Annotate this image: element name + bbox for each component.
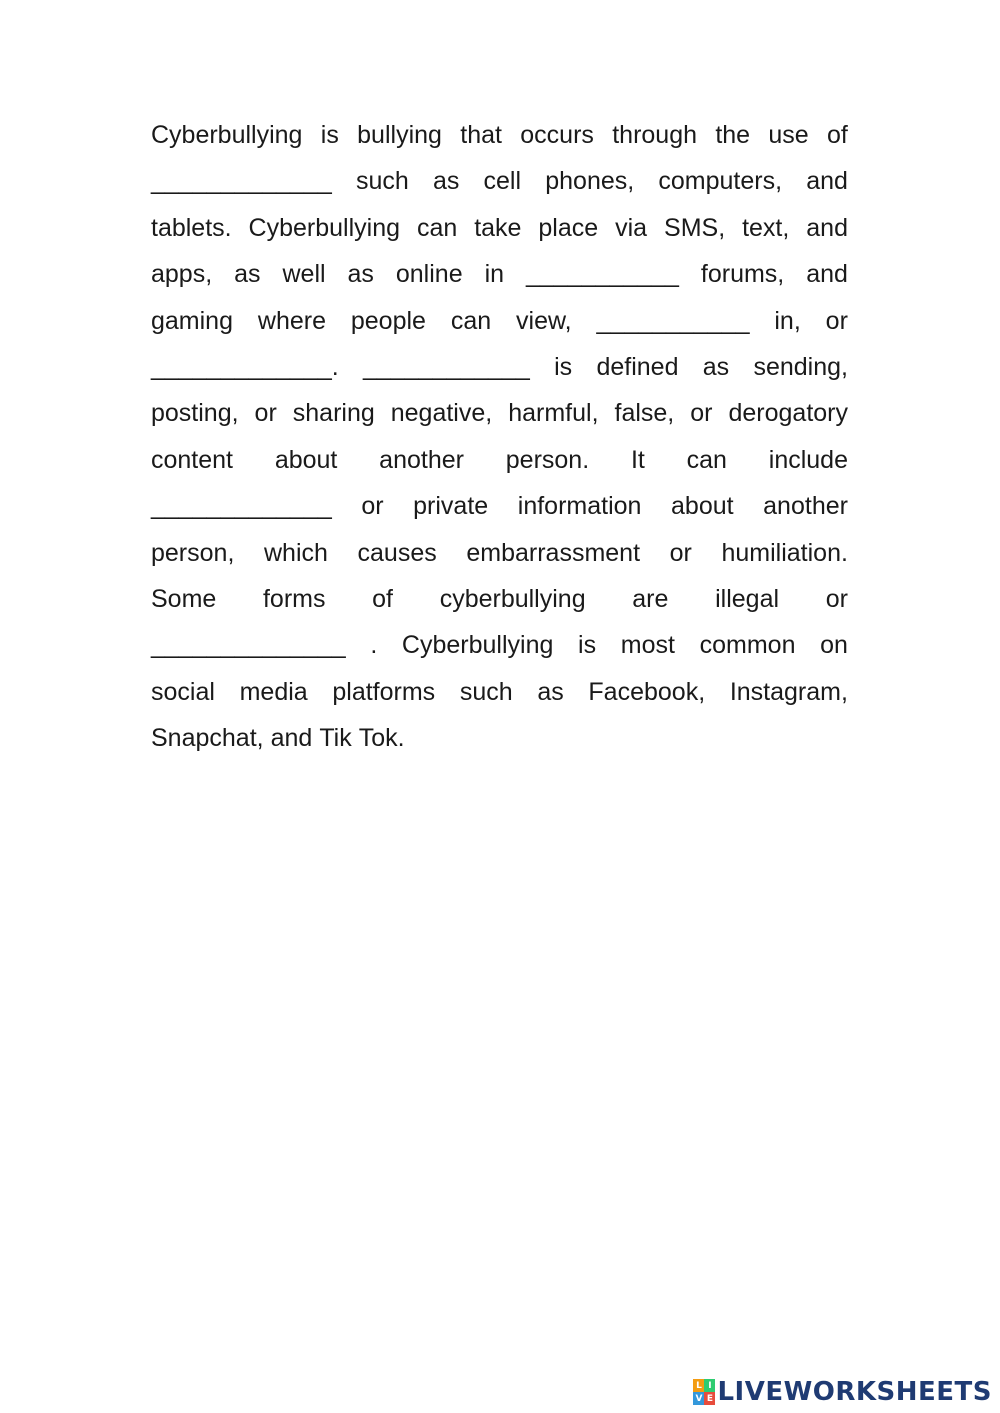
paragraph-word: harmful, (508, 399, 599, 428)
paragraph-line (151, 576, 848, 622)
paragraph-word: in (484, 260, 505, 289)
paragraph-word: are (632, 584, 669, 613)
liveworksheets-logo (693, 1377, 992, 1407)
paragraph-word: person. (505, 445, 590, 474)
paragraph-word: place (538, 213, 599, 242)
paragraph-line (151, 158, 848, 204)
paragraph-word: person, (151, 538, 235, 567)
paragraph-word: bullying (357, 121, 442, 149)
paragraph-word: is (578, 631, 597, 660)
paragraph-word: another (379, 445, 464, 474)
paragraph-word: as (702, 352, 730, 381)
paragraph-word: sending, (753, 352, 848, 381)
paragraph-word: embarrassment (466, 538, 641, 567)
paragraph-word: Cyberbullying (248, 213, 401, 242)
paragraph-word: phones, (545, 167, 635, 196)
paragraph-word: posting, (151, 399, 239, 428)
paragraph-word: Facebook, (588, 677, 706, 706)
liveworksheets-logo-mark-icon (693, 1379, 715, 1405)
paragraph-word: forums, (700, 260, 785, 289)
paragraph-word: as (537, 677, 564, 706)
paragraph-word: Some (151, 584, 217, 613)
paragraph-line (151, 390, 848, 436)
paragraph-word: on (820, 631, 848, 660)
paragraph-word: false, (614, 399, 675, 428)
paragraph-word: well (282, 260, 326, 289)
paragraph-word: Snapchat, (151, 724, 264, 753)
paragraph-word: tablets. (151, 213, 232, 242)
paragraph-word: another (763, 492, 848, 521)
paragraph-word: which (264, 538, 328, 567)
paragraph-word: information (517, 492, 642, 521)
answer-blank[interactable]: _____________. (151, 352, 339, 381)
paragraph-line (151, 622, 848, 668)
paragraph-word: is (554, 352, 573, 381)
paragraph-word: people (350, 306, 426, 335)
paragraph-word: media (239, 677, 308, 706)
paragraph-word: SMS, (664, 213, 726, 242)
paragraph-line (151, 298, 848, 344)
paragraph-word: Tok. (358, 724, 405, 753)
paragraph-word: about (274, 445, 338, 474)
paragraph-word: can (686, 445, 727, 474)
paragraph-word: sharing (292, 399, 375, 428)
answer-blank[interactable]: ___________ (525, 260, 679, 289)
paragraph-line (151, 205, 848, 251)
paragraph-word: causes (357, 538, 437, 567)
answer-blank[interactable]: _____________ (151, 492, 332, 521)
liveworksheets-logo-text: LIVEWORKSHEETS (717, 1377, 992, 1407)
paragraph-word: computers, (658, 167, 783, 196)
paragraph-word: in, (774, 306, 801, 335)
paragraph-word: common (699, 631, 796, 660)
paragraph-word: can (416, 213, 458, 242)
paragraph-word: can (450, 306, 492, 335)
paragraph-word: or (690, 399, 713, 428)
paragraph-word: negative, (390, 399, 493, 428)
paragraph-word: and (806, 213, 848, 242)
paragraph-word: or (361, 492, 384, 521)
paragraph-word: and (270, 724, 313, 753)
logo-mark-cell: E (704, 1392, 715, 1405)
paragraph-word: Cyberbullying (151, 121, 303, 149)
paragraph-word: as (347, 260, 374, 289)
answer-blank[interactable]: ___________ (596, 306, 750, 335)
answer-blank[interactable]: ______________ (151, 631, 346, 660)
paragraph-word: forms (262, 584, 326, 613)
paragraph-word: as (234, 260, 261, 289)
paragraph-line (151, 530, 848, 576)
paragraph-word: derogatory (728, 399, 848, 428)
paragraph-line (151, 483, 848, 529)
paragraph-word: via (615, 213, 648, 242)
paragraph-word: is (320, 121, 339, 149)
paragraph-word: content (151, 445, 234, 474)
paragraph-word: platforms (332, 677, 436, 706)
paragraph-line (151, 715, 848, 761)
paragraph-word: defined (596, 352, 679, 381)
paragraph-word: or (254, 399, 277, 428)
logo-mark-cell: I (704, 1379, 715, 1392)
answer-blank[interactable]: ____________ (362, 352, 530, 381)
paragraph-line (151, 344, 848, 390)
paragraph-word: gaming (151, 306, 233, 335)
paragraph-word: or (825, 584, 848, 613)
paragraph-word: about (671, 492, 734, 521)
paragraph-line (151, 669, 848, 715)
paragraph-word: of (372, 584, 394, 613)
paragraph-word: or (669, 538, 692, 567)
paragraph-line (151, 251, 848, 297)
paragraph-word: of (827, 121, 848, 149)
paragraph-word: and (806, 167, 848, 196)
paragraph-word: the (715, 121, 751, 149)
paragraph-word: and (806, 260, 848, 289)
paragraph-word: . (370, 631, 378, 660)
paragraph-word: view, (516, 306, 572, 335)
paragraph-word: as (432, 167, 460, 196)
paragraph-word: where (257, 306, 326, 335)
paragraph-word: use (768, 121, 809, 149)
paragraph-word: take (474, 213, 522, 242)
paragraph-word: that (460, 121, 502, 149)
answer-blank[interactable]: _____________ (151, 167, 332, 196)
paragraph-line (151, 112, 848, 158)
paragraph-word: include (768, 445, 848, 474)
paragraph-word: such (459, 677, 513, 706)
paragraph-word: or (825, 306, 848, 335)
paragraph-word: humiliation. (721, 538, 848, 567)
paragraph-word: Tik (319, 724, 352, 753)
paragraph-word: online (395, 260, 463, 289)
paragraph-word: occurs (520, 121, 594, 149)
paragraph-word: text, (742, 213, 790, 242)
paragraph-word: apps, (151, 260, 213, 289)
paragraph-word: cyberbullying (439, 584, 586, 613)
paragraph-word: cell (483, 167, 522, 196)
paragraph-word: social (151, 677, 215, 706)
paragraph-word: such (355, 167, 409, 196)
paragraph-word: Cyberbullying (401, 631, 554, 660)
worksheet-paragraph (151, 112, 848, 761)
paragraph-line (151, 437, 848, 483)
paragraph-word: private (413, 492, 489, 521)
logo-mark-cell: V (693, 1392, 704, 1405)
paragraph-word: most (620, 631, 675, 660)
paragraph-word: through (612, 121, 698, 149)
paragraph-word: illegal (715, 584, 780, 613)
logo-mark-cell: L (693, 1379, 704, 1392)
paragraph-word: Instagram, (729, 677, 848, 706)
paragraph-word: It (630, 445, 645, 474)
